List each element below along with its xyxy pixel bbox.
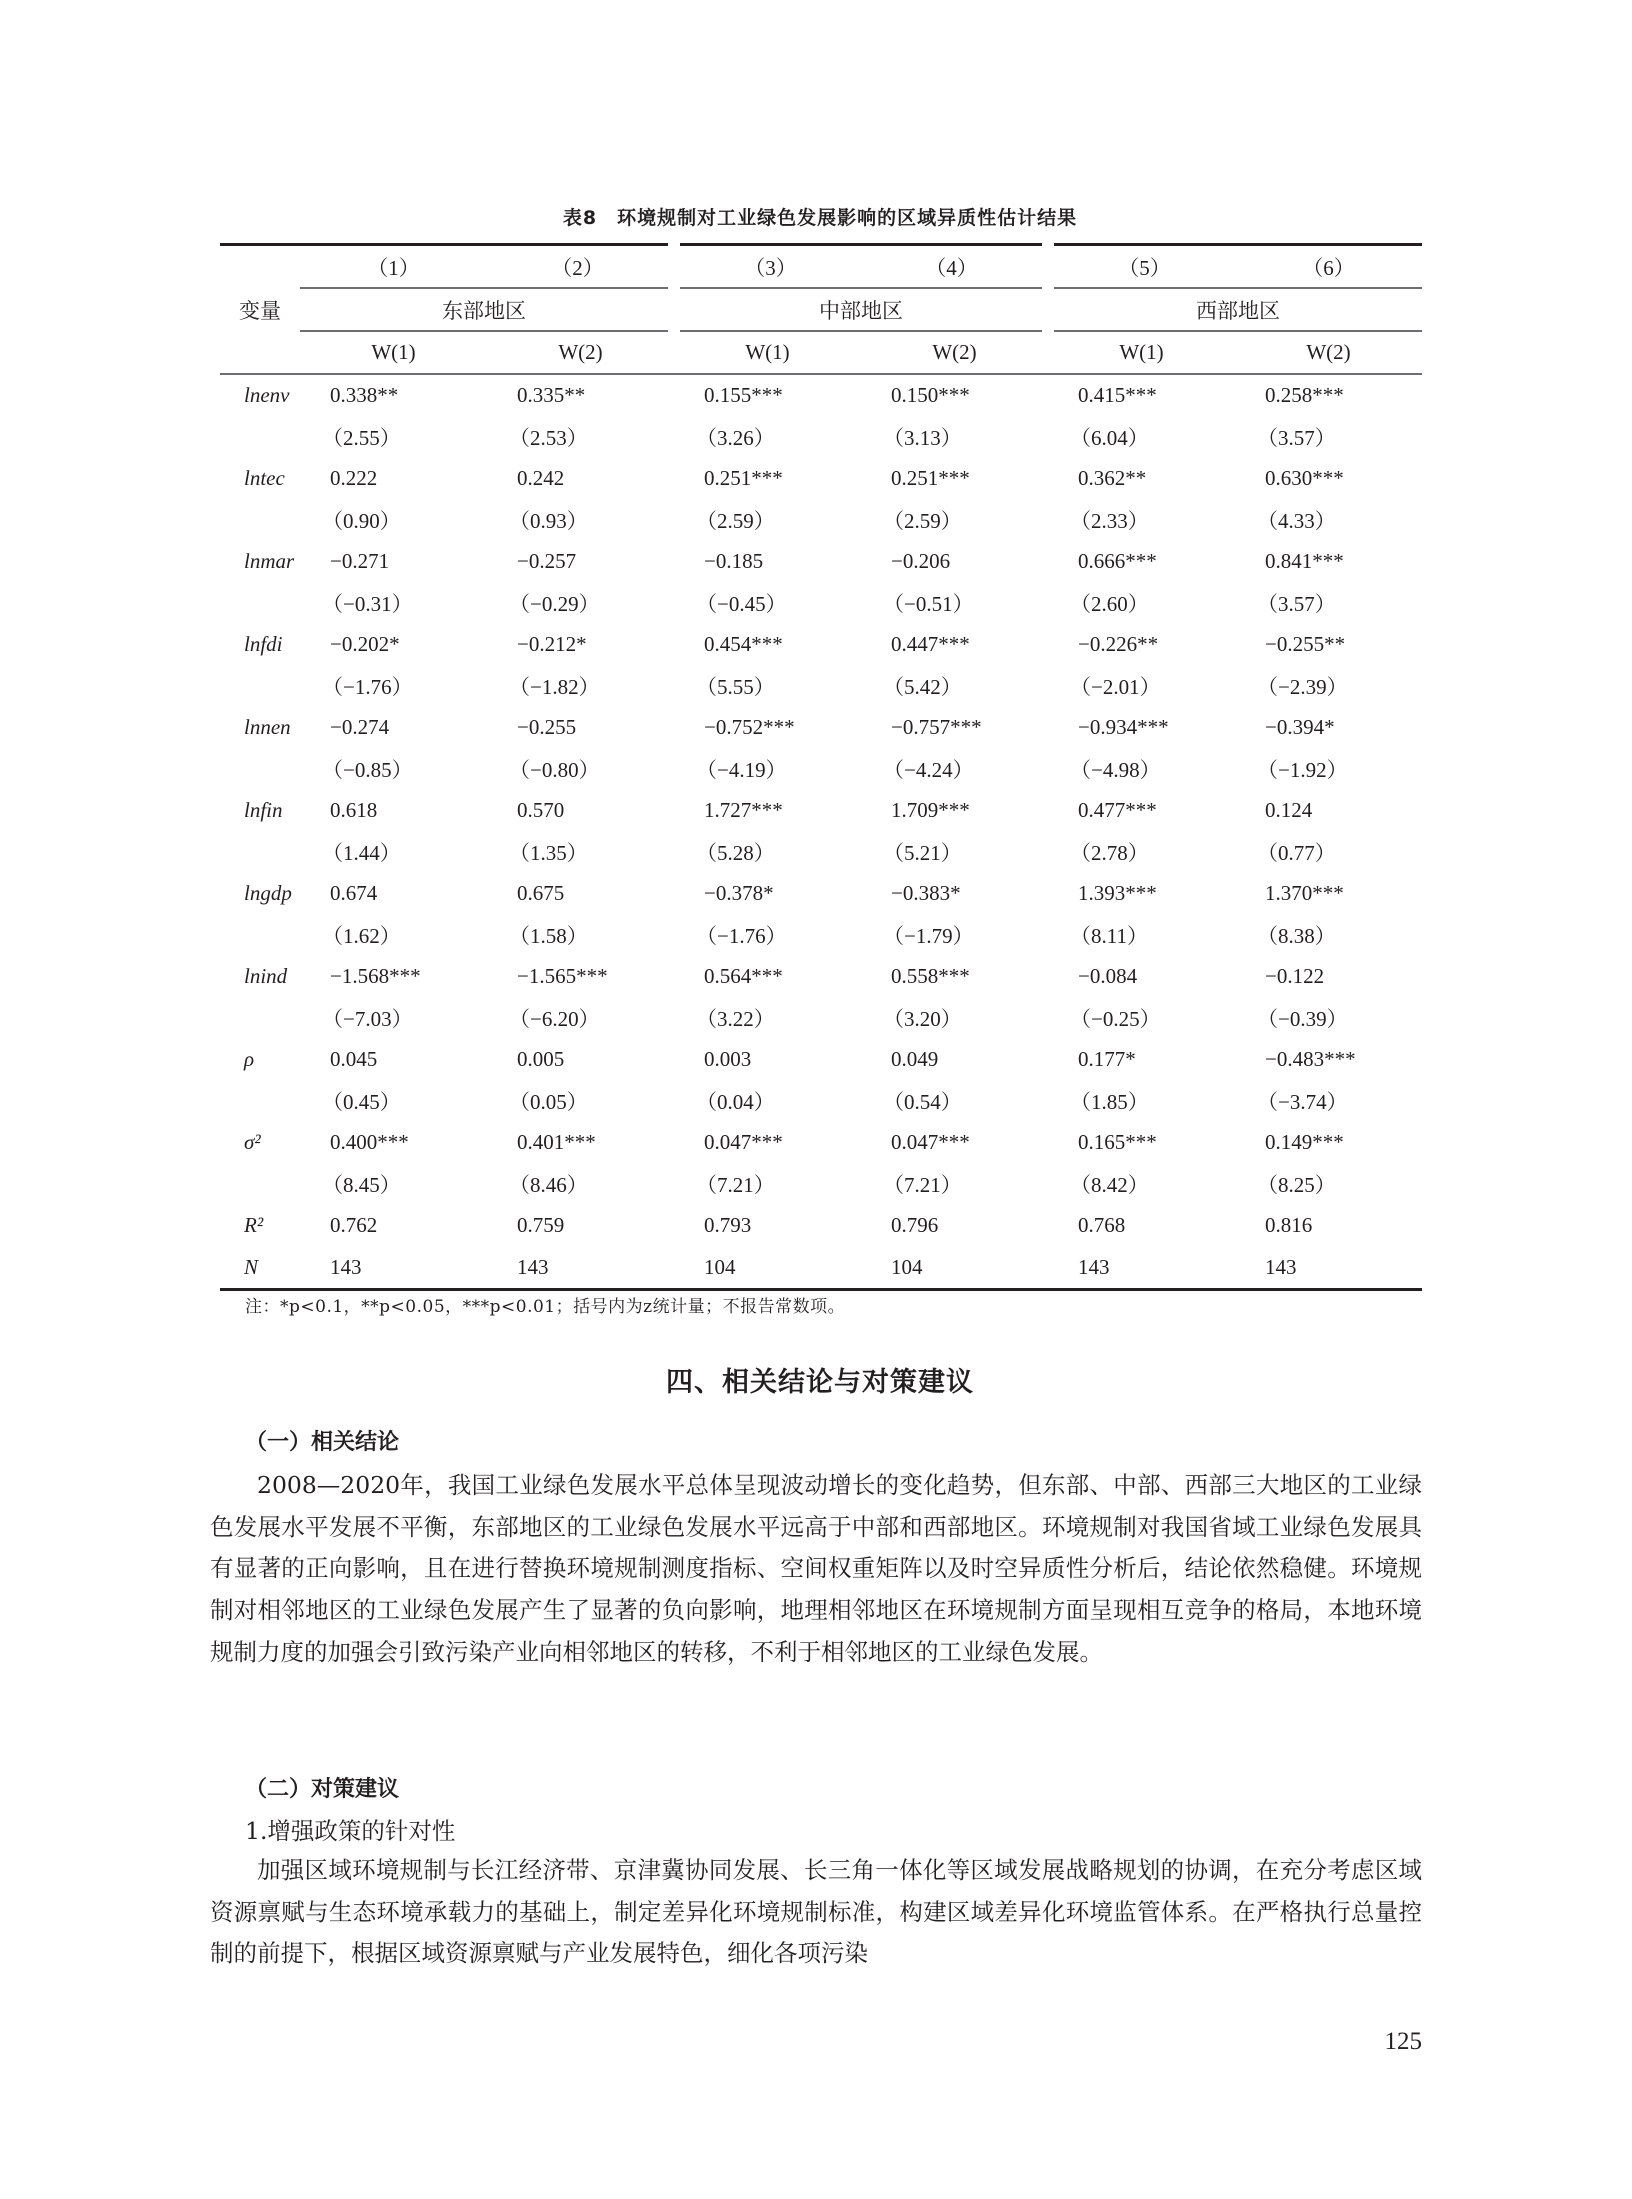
empty-cell [220, 998, 300, 1040]
z-stat-cell: （2.78） [1070, 841, 1149, 866]
region-east: 东部地区 [300, 288, 674, 331]
col-number: （4） [861, 245, 1048, 289]
z-stat-cell: （−3.74） [1257, 1090, 1348, 1115]
coefficient-cell: 0.630*** [1265, 466, 1344, 491]
z-stat-cell: （0.90） [322, 509, 401, 534]
table-row-coef [220, 707, 1422, 749]
z-stat-cell: （−1.82） [509, 675, 600, 700]
empty-cell [220, 832, 300, 874]
z-stat-cell: （5.21） [883, 841, 962, 866]
coefficient-cell: −0.483*** [1265, 1047, 1356, 1072]
z-stat-cell: （7.21） [696, 1173, 775, 1198]
z-stat-cell: （0.93） [509, 509, 588, 534]
variable-name: lntec [244, 466, 285, 491]
z-stat-cell: （2.60） [1070, 592, 1149, 617]
z-stat-cell: （−0.31） [322, 592, 413, 617]
table-row-tstat [220, 832, 1422, 874]
z-stat-cell: （−1.79） [883, 924, 974, 949]
z-stat-cell: （0.77） [1257, 841, 1336, 866]
z-stat-cell: （3.20） [883, 1007, 962, 1032]
coefficient-cell: −0.257 [517, 549, 577, 574]
region-west: 西部地区 [1048, 288, 1422, 331]
coefficient-cell: 0.454*** [704, 632, 783, 657]
table-note: 注：*p<0.1，**p<0.05，***p<0.01；括号内为z统计量；不报告常数项。 [245, 1297, 846, 1317]
header-row-regions [220, 288, 1422, 331]
z-stat-cell: （3.22） [696, 1007, 775, 1032]
table-row-tstat [220, 998, 1422, 1040]
col-number: （3） [674, 245, 861, 289]
z-stat-cell: （2.59） [696, 509, 775, 534]
z-stat-cell: （−0.85） [322, 758, 413, 783]
coefficient-cell: −0.752*** [704, 715, 795, 740]
table-row-tstat [220, 915, 1422, 957]
z-stat-cell: （8.42） [1070, 1173, 1149, 1198]
variable-name: lnfdi [244, 632, 283, 657]
table-row-tstat [220, 749, 1422, 791]
coefficient-cell: 1.727*** [704, 798, 783, 823]
table-row-coef [220, 541, 1422, 583]
z-stat-cell: （5.28） [696, 841, 775, 866]
stat-cell: 143 [487, 1247, 674, 1290]
coefficient-cell: 0.570 [517, 798, 565, 823]
coefficient-cell: 0.338** [330, 383, 399, 408]
coefficient-cell: −0.394* [1265, 715, 1335, 740]
coefficient-cell: −0.378* [704, 881, 774, 906]
results-table [220, 243, 1422, 1291]
empty-cell [220, 749, 300, 791]
z-stat-cell: （2.55） [322, 426, 401, 451]
table-row-coef [220, 790, 1422, 832]
empty-cell [220, 1081, 300, 1123]
z-stat-cell: （8.25） [1257, 1173, 1336, 1198]
coefficient-cell: 0.841*** [1265, 549, 1344, 574]
table-row-tstat [220, 583, 1422, 625]
coefficient-cell: 0.242 [517, 466, 565, 491]
coefficient-cell: 0.666*** [1078, 549, 1157, 574]
table-row-tstat [220, 417, 1422, 459]
coefficient-cell: 0.618 [330, 798, 378, 823]
table-row-coef [220, 1122, 1422, 1164]
coefficient-cell: 0.177* [1078, 1047, 1136, 1072]
coefficient-cell: −0.084 [1078, 964, 1138, 989]
stat-cell: 0.816 [1265, 1213, 1313, 1238]
table-row-tstat [220, 1081, 1422, 1123]
z-stat-cell: （4.33） [1257, 509, 1336, 534]
coefficient-cell: −0.271 [330, 549, 390, 574]
z-stat-cell: （−0.29） [509, 592, 600, 617]
coefficient-cell: 0.222 [330, 466, 378, 491]
z-stat-cell: （0.54） [883, 1090, 962, 1115]
coefficient-cell: 1.370*** [1265, 881, 1344, 906]
z-stat-cell: （7.21） [883, 1173, 962, 1198]
z-stat-cell: （0.05） [509, 1090, 588, 1115]
variable-name: ρ [244, 1047, 255, 1072]
variable-name: lnfin [244, 798, 283, 823]
table-row-r2 [220, 1205, 1422, 1247]
z-stat-cell: （−4.24） [883, 758, 974, 783]
z-stat-cell: （8.46） [509, 1173, 588, 1198]
empty-cell [220, 500, 300, 542]
table-row-coef [220, 1039, 1422, 1081]
z-stat-cell: （−4.19） [696, 758, 787, 783]
weight-label: W(2) [487, 331, 674, 374]
z-stat-cell: （−1.76） [322, 675, 413, 700]
table-row-coef [220, 624, 1422, 666]
col-number: （2） [487, 245, 674, 289]
stat-cell: 104 [861, 1247, 1048, 1290]
table-row-coef [220, 374, 1422, 417]
z-stat-cell: （1.35） [509, 841, 588, 866]
z-stat-cell: （−0.45） [696, 592, 787, 617]
coefficient-cell: 0.400*** [330, 1130, 409, 1155]
subheading-recommendations: （二）对策建议 [245, 1777, 400, 1802]
weight-label: W(1) [300, 331, 487, 374]
coefficient-cell: −0.206 [891, 549, 951, 574]
coefficient-cell: −0.202* [330, 632, 400, 657]
coefficient-cell: 0.003 [704, 1047, 752, 1072]
table-row-coef [220, 956, 1422, 998]
coefficient-cell: −0.255 [517, 715, 577, 740]
table-row-tstat [220, 666, 1422, 708]
col-number: （1） [300, 245, 487, 289]
z-stat-cell: （0.45） [322, 1090, 401, 1115]
coefficient-cell: 0.362** [1078, 466, 1147, 491]
z-stat-cell: （−4.98） [1070, 758, 1161, 783]
coefficient-cell: 0.150*** [891, 383, 970, 408]
table-row-coef [220, 873, 1422, 915]
coefficient-cell: 0.124 [1265, 798, 1313, 823]
z-stat-cell: （3.57） [1257, 426, 1336, 451]
coefficient-cell: 1.393*** [1078, 881, 1157, 906]
z-stat-cell: （−1.92） [1257, 758, 1348, 783]
variable-name: R² [244, 1213, 264, 1238]
col-number: （5） [1048, 245, 1235, 289]
coefficient-cell: 0.049 [891, 1047, 939, 1072]
item-heading-1: 1.增强政策的针对性 [245, 1817, 456, 1845]
coefficient-cell: 0.564*** [704, 964, 783, 989]
table-row-tstat [220, 500, 1422, 542]
z-stat-cell: （5.55） [696, 675, 775, 700]
coefficient-cell: −0.757*** [891, 715, 982, 740]
coefficient-cell: 0.558*** [891, 964, 970, 989]
z-stat-cell: （6.04） [1070, 426, 1149, 451]
coefficient-cell: 0.258*** [1265, 383, 1344, 408]
variable-name: lngdp [244, 881, 292, 906]
coefficient-cell: −0.274 [330, 715, 390, 740]
coefficient-cell: 0.005 [517, 1047, 565, 1072]
empty-cell [220, 583, 300, 625]
z-stat-cell: （−2.01） [1070, 675, 1161, 700]
z-stat-cell: （2.33） [1070, 509, 1149, 534]
var-header: 变量 [220, 245, 300, 375]
z-stat-cell: （−2.39） [1257, 675, 1348, 700]
stat-cell: 143 [1235, 1247, 1422, 1290]
coefficient-cell: −0.212* [517, 632, 587, 657]
coefficient-cell: 0.335** [517, 383, 586, 408]
z-stat-cell: （2.59） [883, 509, 962, 534]
region-central: 中部地区 [674, 288, 1048, 331]
table-row-coef [220, 458, 1422, 500]
table-caption: 表8 环境规制对工业绿色发展影响的区域异质性估计结果 [562, 207, 1078, 229]
table-row-n [220, 1247, 1422, 1290]
z-stat-cell: （3.26） [696, 426, 775, 451]
coefficient-cell: 0.675 [517, 881, 565, 906]
stat-cell: 143 [300, 1247, 487, 1290]
coefficient-cell: −0.122 [1265, 964, 1325, 989]
z-stat-cell: （8.11） [1070, 924, 1148, 949]
weight-label: W(2) [1235, 331, 1422, 374]
coefficient-cell: 0.674 [330, 881, 378, 906]
z-stat-cell: （3.57） [1257, 592, 1336, 617]
section-heading: 四、相关结论与对策建议 [666, 1367, 974, 1398]
stat-cell: 143 [1048, 1247, 1235, 1290]
empty-cell [220, 1164, 300, 1206]
weight-label: W(1) [1048, 331, 1235, 374]
z-stat-cell: （−1.76） [696, 924, 787, 949]
subheading-conclusions: （一）相关结论 [245, 1430, 400, 1455]
page-number: 125 [1384, 2028, 1422, 2055]
coefficient-cell: 0.401*** [517, 1130, 596, 1155]
z-stat-cell: （−0.39） [1257, 1007, 1348, 1032]
coefficient-cell: −0.383* [891, 881, 961, 906]
z-stat-cell: （1.62） [322, 924, 401, 949]
stat-cell: 0.759 [517, 1213, 565, 1238]
header-row-weights [220, 331, 1422, 374]
empty-cell [220, 666, 300, 708]
stat-cell: 0.793 [704, 1213, 752, 1238]
coefficient-cell: 0.047*** [704, 1130, 783, 1155]
paragraph-recommendations: 加强区域环境规制与长江经济带、京津冀协同发展、长三角一体化等区域发展战略规划的协调，在充分考虑区域资源禀赋与生态环境承载力的基础上，制定差异化环境规制标准，构建区域差异化环境监管体系。在严格执行总量控制的前提下，根据区域资源禀赋与产业发展特色，细化各项污染 [210, 1856, 1422, 1968]
variable-name: lnnen [244, 715, 291, 740]
z-stat-cell: （2.53） [509, 426, 588, 451]
coefficient-cell: −1.568*** [330, 964, 421, 989]
table-row-tstat [220, 1164, 1422, 1206]
coefficient-cell: 0.477*** [1078, 798, 1157, 823]
variable-name: lnind [244, 964, 288, 989]
coefficient-cell: −0.185 [704, 549, 764, 574]
weight-label: W(1) [674, 331, 861, 374]
variable-name: N [220, 1247, 300, 1290]
z-stat-cell: （−6.20） [509, 1007, 600, 1032]
coefficient-cell: −1.565*** [517, 964, 608, 989]
z-stat-cell: （−0.80） [509, 758, 600, 783]
z-stat-cell: （−7.03） [322, 1007, 413, 1032]
header-row-numbers [220, 245, 1422, 289]
z-stat-cell: （−0.51） [883, 592, 974, 617]
z-stat-cell: （3.13） [883, 426, 962, 451]
empty-cell [220, 417, 300, 459]
weight-label: W(2) [861, 331, 1048, 374]
coefficient-cell: 0.447*** [891, 632, 970, 657]
coefficient-cell: 0.047*** [891, 1130, 970, 1155]
z-stat-cell: （1.58） [509, 924, 588, 949]
empty-cell [220, 915, 300, 957]
variable-name: σ² [244, 1130, 261, 1155]
paragraph-conclusions: 2008—2020年，我国工业绿色发展水平总体呈现波动增长的变化趋势，但东部、中部、西部三大地区的工业绿色发展水平发展不平衡，东部地区的工业绿色发展水平远高于中部和西部地区。环境规制对我国省域工业绿色发展具有显著的正向影响，且在进行替换环境规制测度指标、空间权重矩阵以及时空异质性分析后，结论依然稳健。环境规制对相邻地区的工业绿色发展产生了显著的负向影响，地理相邻地区在环境规制方面呈现相互竞争的格局，本地环境规制力度的加强会引致污染产业向相邻地区的转移，不利于相邻地区的工业绿色发展。 [210, 1471, 1422, 1666]
stat-cell: 0.796 [891, 1213, 939, 1238]
coefficient-cell: 0.251*** [704, 466, 783, 491]
z-stat-cell: （8.38） [1257, 924, 1336, 949]
col-number: （6） [1235, 245, 1422, 289]
coefficient-cell: 1.709*** [891, 798, 970, 823]
coefficient-cell: −0.934*** [1078, 715, 1169, 740]
coefficient-cell: 0.165*** [1078, 1130, 1157, 1155]
z-stat-cell: （8.45） [322, 1173, 401, 1198]
z-stat-cell: （1.44） [322, 841, 401, 866]
coefficient-cell: −0.226** [1078, 632, 1159, 657]
coefficient-cell: 0.155*** [704, 383, 783, 408]
stat-cell: 104 [674, 1247, 861, 1290]
variable-name: lnmar [244, 549, 295, 574]
variable-name: lnenv [244, 383, 290, 408]
coefficient-cell: −0.255** [1265, 632, 1346, 657]
stat-cell: 0.762 [330, 1213, 378, 1238]
coefficient-cell: 0.045 [330, 1047, 378, 1072]
z-stat-cell: （0.04） [696, 1090, 775, 1115]
coefficient-cell: 0.415*** [1078, 383, 1157, 408]
z-stat-cell: （−0.25） [1070, 1007, 1161, 1032]
z-stat-cell: （1.85） [1070, 1090, 1149, 1115]
z-stat-cell: （5.42） [883, 675, 962, 700]
stat-cell: 0.768 [1078, 1213, 1126, 1238]
coefficient-cell: 0.149*** [1265, 1130, 1344, 1155]
coefficient-cell: 0.251*** [891, 466, 970, 491]
